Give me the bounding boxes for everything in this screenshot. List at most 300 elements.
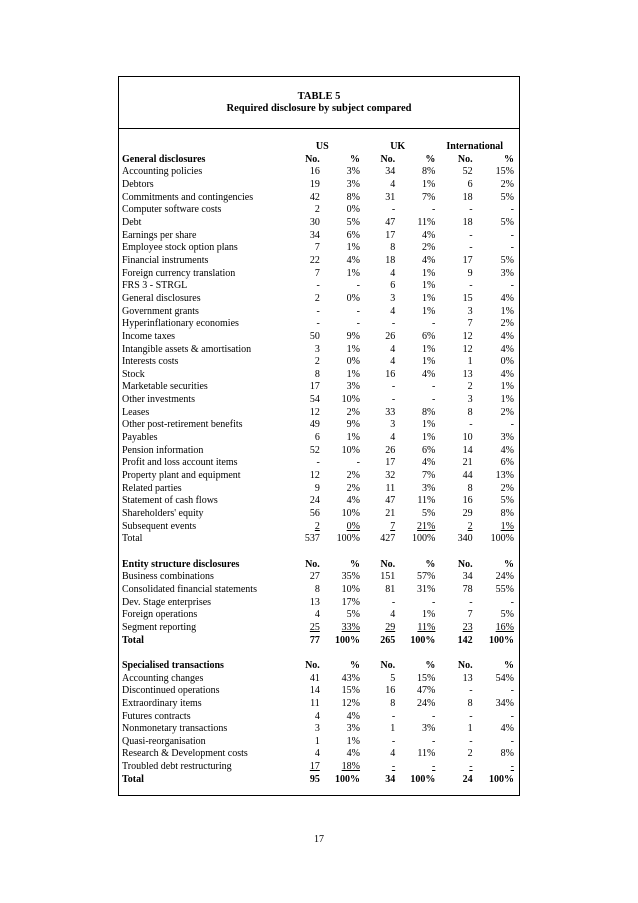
cell-value: 47	[385, 495, 396, 507]
cell-value: 4	[314, 748, 320, 760]
cell-value: 52	[309, 444, 320, 456]
cell-value: 11%	[417, 748, 436, 760]
cell-value: 151	[380, 571, 396, 583]
cell-value: 8%	[422, 166, 436, 178]
cell-value: 15%	[495, 166, 514, 178]
cell-value: 22	[309, 254, 320, 266]
cell-value: 12	[309, 470, 320, 482]
cell-value: 4	[390, 609, 396, 621]
total-value: 100%	[410, 773, 436, 785]
cell-value: -	[391, 761, 396, 773]
table-row	[122, 407, 514, 420]
cell-value: -	[391, 735, 396, 747]
cell-value: -	[432, 596, 436, 608]
total-row	[122, 774, 514, 787]
cell-value: 3%	[346, 178, 361, 190]
cell-value: 4%	[346, 495, 361, 507]
cell-value: 7%	[422, 191, 436, 203]
total-value: 77	[309, 634, 320, 646]
column-header: %	[350, 558, 361, 570]
cell-value: 11%	[417, 621, 436, 633]
cell-value: 16	[385, 368, 396, 380]
cell-value: -	[391, 204, 396, 216]
cell-value: 55%	[495, 583, 514, 595]
table-row	[122, 293, 514, 306]
cell-value: 31%	[417, 583, 436, 595]
cell-value: 1%	[500, 381, 514, 393]
row-label: Profit and loss account items	[122, 457, 238, 469]
cell-value: 13	[462, 368, 473, 380]
cell-value: -	[469, 761, 473, 773]
cell-value: 6	[314, 432, 320, 444]
total-value: 34	[385, 773, 396, 785]
row-label: Leases	[122, 406, 150, 418]
row-label: Financial instruments	[122, 254, 209, 266]
cell-value: 4%	[346, 710, 361, 722]
cell-value: -	[391, 596, 396, 608]
cell-value: 1	[467, 356, 473, 368]
cell-value: 1%	[422, 267, 436, 279]
cell-value: 11%	[417, 495, 436, 507]
row-label: Intangible assets & amortisation	[122, 343, 252, 355]
cell-value: -	[510, 419, 514, 431]
cell-value: 42	[309, 191, 320, 203]
column-header: %	[504, 153, 514, 165]
cell-value: -	[469, 280, 473, 292]
region-international: International	[446, 141, 504, 152]
table-row	[122, 204, 514, 217]
row-label: Accounting changes	[122, 672, 204, 684]
cell-value: 8	[314, 368, 320, 380]
cell-value: 2%	[500, 406, 514, 418]
table-row	[122, 356, 514, 369]
cell-value: -	[432, 204, 436, 216]
cell-value: 10	[462, 432, 473, 444]
table-row	[122, 673, 514, 686]
cell-value: 21	[385, 508, 396, 520]
table-row	[122, 457, 514, 470]
table-row	[122, 394, 514, 407]
cell-value: 3	[390, 419, 396, 431]
cell-value: -	[316, 318, 320, 330]
cell-value: 1%	[500, 520, 514, 532]
table-row	[122, 736, 514, 749]
row-label: Property plant and equipment	[122, 470, 241, 482]
cell-value: 29	[385, 621, 396, 633]
cell-value: 4%	[500, 343, 514, 355]
cell-value: 17	[385, 457, 396, 469]
cell-value: 7%	[422, 470, 436, 482]
cell-value: -	[316, 457, 320, 469]
table-row	[122, 470, 514, 483]
cell-value: 2%	[500, 178, 514, 190]
cell-value: 2	[467, 520, 473, 532]
cell-value: 0%	[346, 356, 361, 368]
cell-value: 3%	[346, 166, 361, 178]
column-header: %	[425, 153, 436, 165]
cell-value: 8	[467, 697, 473, 709]
row-label: Income taxes	[122, 330, 176, 342]
column-header: No.	[457, 659, 473, 671]
cell-value: 47	[385, 216, 396, 228]
disclosure-table	[122, 141, 514, 786]
cell-value: 4%	[422, 229, 436, 241]
cell-value: 9	[467, 267, 473, 279]
row-label: Marketable securities	[122, 381, 208, 393]
table-row	[122, 711, 514, 724]
cell-value: 4%	[500, 723, 514, 735]
column-header: No.	[380, 659, 396, 671]
cell-value: 5%	[346, 216, 361, 228]
row-label: Accounting policies	[122, 166, 203, 178]
cell-value: -	[510, 685, 514, 697]
table-row	[122, 192, 514, 205]
cell-value: -	[432, 735, 436, 747]
cell-value: 78	[462, 583, 473, 595]
table-row	[122, 723, 514, 736]
cell-value: 4	[390, 748, 396, 760]
cell-value: 43%	[341, 672, 361, 684]
cell-value: -	[391, 318, 396, 330]
cell-value: 4%	[500, 444, 514, 456]
row-label: Extraordinary items	[122, 697, 202, 709]
cell-value: 49	[309, 419, 320, 431]
row-label: Other investments	[122, 394, 196, 406]
cell-value: 2	[314, 520, 320, 532]
column-header: No.	[457, 558, 473, 570]
section-header-row	[122, 660, 514, 673]
cell-value: 4	[390, 356, 396, 368]
cell-value: -	[391, 394, 396, 406]
cell-value: 0%	[346, 520, 361, 532]
row-label: Research & Development costs	[122, 748, 248, 760]
cell-value: 4	[390, 432, 396, 444]
cell-value: 1%	[422, 432, 436, 444]
cell-value: -	[316, 305, 320, 317]
cell-value: 13%	[495, 470, 514, 482]
cell-value: 5%	[500, 254, 514, 266]
cell-value: 3%	[500, 267, 514, 279]
cell-value: 81	[385, 583, 396, 595]
cell-value: 34	[462, 571, 473, 583]
row-label: Debtors	[122, 178, 154, 190]
total-label: Total	[122, 634, 144, 646]
cell-value: -	[391, 710, 396, 722]
cell-value: 2%	[422, 242, 436, 254]
cell-value: 4%	[422, 254, 436, 266]
table-row	[122, 609, 514, 622]
column-header: No.	[380, 558, 396, 570]
cell-value: 21	[462, 457, 473, 469]
table-row	[122, 255, 514, 268]
table-row	[122, 179, 514, 192]
cell-value: 44	[462, 470, 473, 482]
row-label: Statement of cash flows	[122, 495, 218, 507]
cell-value: 1%	[500, 394, 514, 406]
cell-value: 4%	[500, 292, 514, 304]
cell-value: 4%	[346, 254, 361, 266]
cell-value: 3%	[346, 381, 361, 393]
table-row	[122, 344, 514, 357]
total-value: 537	[304, 533, 320, 545]
cell-value: 23	[462, 621, 473, 633]
total-value: 100%	[335, 773, 361, 785]
cell-value: 34	[309, 229, 320, 241]
cell-value: 1%	[346, 432, 361, 444]
column-header: %	[504, 659, 514, 671]
cell-value: 3	[390, 292, 396, 304]
total-value: 100%	[489, 773, 514, 785]
cell-value: 4	[314, 609, 320, 621]
cell-value: 5%	[500, 495, 514, 507]
section-spacer	[122, 647, 514, 660]
cell-value: 8	[390, 242, 396, 254]
row-label: Foreign currency translation	[122, 267, 236, 279]
table-row	[122, 280, 514, 293]
cell-value: 4%	[346, 748, 361, 760]
cell-value: 1%	[422, 343, 436, 355]
table-row	[122, 571, 514, 584]
cell-value: -	[510, 735, 514, 747]
cell-value: 5%	[500, 216, 514, 228]
cell-value: 19	[309, 178, 320, 190]
cell-value: 11	[385, 482, 396, 494]
cell-value: 32	[385, 470, 396, 482]
cell-value: 9%	[346, 330, 361, 342]
row-label: Payables	[122, 432, 158, 444]
cell-value: 1%	[422, 419, 436, 431]
cell-value: 5	[390, 672, 396, 684]
table-row	[122, 445, 514, 458]
row-label: Stock	[122, 368, 145, 380]
cell-value: 1%	[422, 178, 436, 190]
cell-value: 2%	[346, 406, 361, 418]
total-value: 95	[309, 773, 320, 785]
cell-value: 8%	[500, 748, 514, 760]
row-label: General disclosures	[122, 292, 201, 304]
cell-value: 35%	[341, 571, 361, 583]
column-header: No.	[305, 153, 320, 165]
cell-value: 9%	[346, 419, 361, 431]
cell-value: -	[469, 242, 473, 254]
row-label: Foreign operations	[122, 609, 198, 621]
cell-value: -	[356, 305, 361, 317]
region-us: US	[315, 141, 329, 152]
cell-value: 18	[462, 216, 473, 228]
section-spacer	[122, 546, 514, 559]
cell-value: 1	[390, 723, 396, 735]
cell-value: 57%	[417, 571, 436, 583]
row-label: Earnings per share	[122, 229, 197, 241]
cell-value: -	[469, 229, 473, 241]
cell-value: 24%	[417, 697, 436, 709]
total-value: 265	[380, 634, 396, 646]
cell-value: 26	[385, 444, 396, 456]
row-label: Debt	[122, 216, 142, 228]
total-value: 100%	[335, 634, 361, 646]
cell-value: 11	[310, 697, 320, 709]
cell-value: 3	[314, 723, 320, 735]
row-label: Nonmonetary transactions	[122, 723, 228, 735]
column-header: %	[425, 558, 436, 570]
cell-value: 26	[385, 330, 396, 342]
cell-value: 1%	[346, 343, 361, 355]
row-label: Consolidated financial statements	[122, 583, 257, 595]
table-row	[122, 685, 514, 698]
table-row	[122, 495, 514, 508]
row-label: Government grants	[122, 305, 199, 317]
cell-value: 4%	[500, 330, 514, 342]
cell-value: 16	[462, 495, 473, 507]
cell-value: 12	[462, 343, 473, 355]
cell-value: -	[469, 204, 473, 216]
cell-value: 24%	[495, 571, 514, 583]
table-row	[122, 166, 514, 179]
column-header: No.	[305, 659, 320, 671]
cell-value: 13	[462, 672, 473, 684]
cell-value: -	[432, 381, 436, 393]
cell-value: 4%	[500, 368, 514, 380]
table-row	[122, 432, 514, 445]
cell-value: -	[469, 419, 473, 431]
section-header-row	[122, 154, 514, 167]
row-label: Segment reporting	[122, 621, 197, 633]
cell-value: 8	[467, 482, 473, 494]
cell-value: -	[356, 457, 361, 469]
cell-value: 3%	[422, 723, 436, 735]
table-row	[122, 761, 514, 774]
cell-value: -	[510, 761, 514, 773]
cell-value: 5%	[500, 191, 514, 203]
cell-value: 1%	[422, 609, 436, 621]
cell-value: 6	[467, 178, 473, 190]
cell-value: -	[469, 596, 473, 608]
cell-value: -	[356, 280, 361, 292]
row-label: Related parties	[122, 482, 182, 494]
cell-value: 1%	[422, 280, 436, 292]
table-row	[122, 230, 514, 243]
cell-value: 7	[467, 609, 473, 621]
cell-value: 17	[385, 229, 396, 241]
cell-value: 34%	[495, 697, 514, 709]
cell-value: 31	[385, 191, 396, 203]
cell-value: 8%	[422, 406, 436, 418]
cell-value: 2	[314, 292, 320, 304]
cell-value: 6%	[422, 444, 436, 456]
cell-value: 2	[314, 204, 320, 216]
cell-value: -	[510, 710, 514, 722]
cell-value: 8%	[500, 508, 514, 520]
table-row	[122, 483, 514, 496]
cell-value: 2%	[346, 470, 361, 482]
cell-value: 10%	[341, 444, 361, 456]
row-label: FRS 3 - STRGL	[122, 280, 188, 292]
cell-value: 7	[314, 267, 320, 279]
cell-value: 27	[309, 571, 320, 583]
region-header-row	[122, 141, 514, 154]
total-value: 100%	[489, 634, 514, 646]
table-row	[122, 268, 514, 281]
section-header-row	[122, 559, 514, 572]
region-uk: UK	[390, 141, 406, 152]
cell-value: 17	[462, 254, 473, 266]
cell-value: 21%	[417, 520, 436, 532]
cell-value: -	[469, 710, 473, 722]
table-row	[122, 508, 514, 521]
row-label: Other post-retirement benefits	[122, 419, 243, 431]
row-label: Business combinations	[122, 571, 214, 583]
disclosure-table-body	[122, 141, 514, 786]
cell-value: 6%	[346, 229, 361, 241]
row-label: Computer software costs	[122, 204, 222, 216]
column-header: %	[350, 659, 361, 671]
total-label: Total	[122, 773, 144, 785]
cell-value: 33%	[341, 621, 361, 633]
cell-value: 16	[385, 685, 396, 697]
cell-value: 56	[309, 508, 320, 520]
column-header: No.	[305, 558, 320, 570]
cell-value: -	[510, 280, 514, 292]
total-value: 427	[380, 533, 396, 545]
cell-value: 5%	[422, 508, 436, 520]
column-header: %	[425, 659, 436, 671]
cell-value: 6%	[422, 330, 436, 342]
cell-value: 25	[309, 621, 320, 633]
cell-value: 12	[309, 406, 320, 418]
table-row	[122, 318, 514, 331]
table-row	[122, 698, 514, 711]
cell-value: 5%	[346, 609, 361, 621]
row-label: Dev. Stage enterprises	[122, 596, 212, 608]
cell-value: 4	[314, 710, 320, 722]
table-row	[122, 597, 514, 610]
total-value: 100%	[410, 634, 436, 646]
cell-value: 12	[462, 330, 473, 342]
row-label: Hyperinflationary economies	[122, 318, 239, 330]
cell-value: 9	[314, 482, 320, 494]
cell-value: 0%	[500, 356, 514, 368]
cell-value: 7	[467, 318, 473, 330]
row-label: Interests costs	[122, 356, 179, 368]
cell-value: 30	[309, 216, 320, 228]
cell-value: -	[432, 761, 436, 773]
cell-value: 17%	[341, 596, 361, 608]
cell-value: 34	[385, 166, 396, 178]
column-header: No.	[457, 153, 473, 165]
row-label: Subsequent events	[122, 520, 197, 532]
table-row	[122, 748, 514, 761]
cell-value: 8	[390, 697, 396, 709]
row-label: Discontinued operations	[122, 685, 220, 697]
column-header: %	[504, 558, 514, 570]
cell-value: -	[469, 735, 473, 747]
cell-value: 8	[314, 583, 320, 595]
cell-value: 2%	[346, 482, 361, 494]
cell-value: 12%	[341, 697, 361, 709]
table-row	[122, 419, 514, 432]
cell-value: 4	[390, 267, 396, 279]
cell-value: 14	[309, 685, 320, 697]
cell-value: 2%	[500, 482, 514, 494]
table-title: TABLE 5	[297, 91, 341, 102]
cell-value: -	[510, 242, 514, 254]
section-heading: Entity structure disclosures	[122, 558, 240, 570]
total-row	[122, 533, 514, 546]
cell-value: 11%	[417, 216, 436, 228]
cell-value: 4	[390, 178, 396, 190]
row-label: Commitments and contingencies	[122, 191, 254, 203]
cell-value: 0%	[346, 292, 361, 304]
